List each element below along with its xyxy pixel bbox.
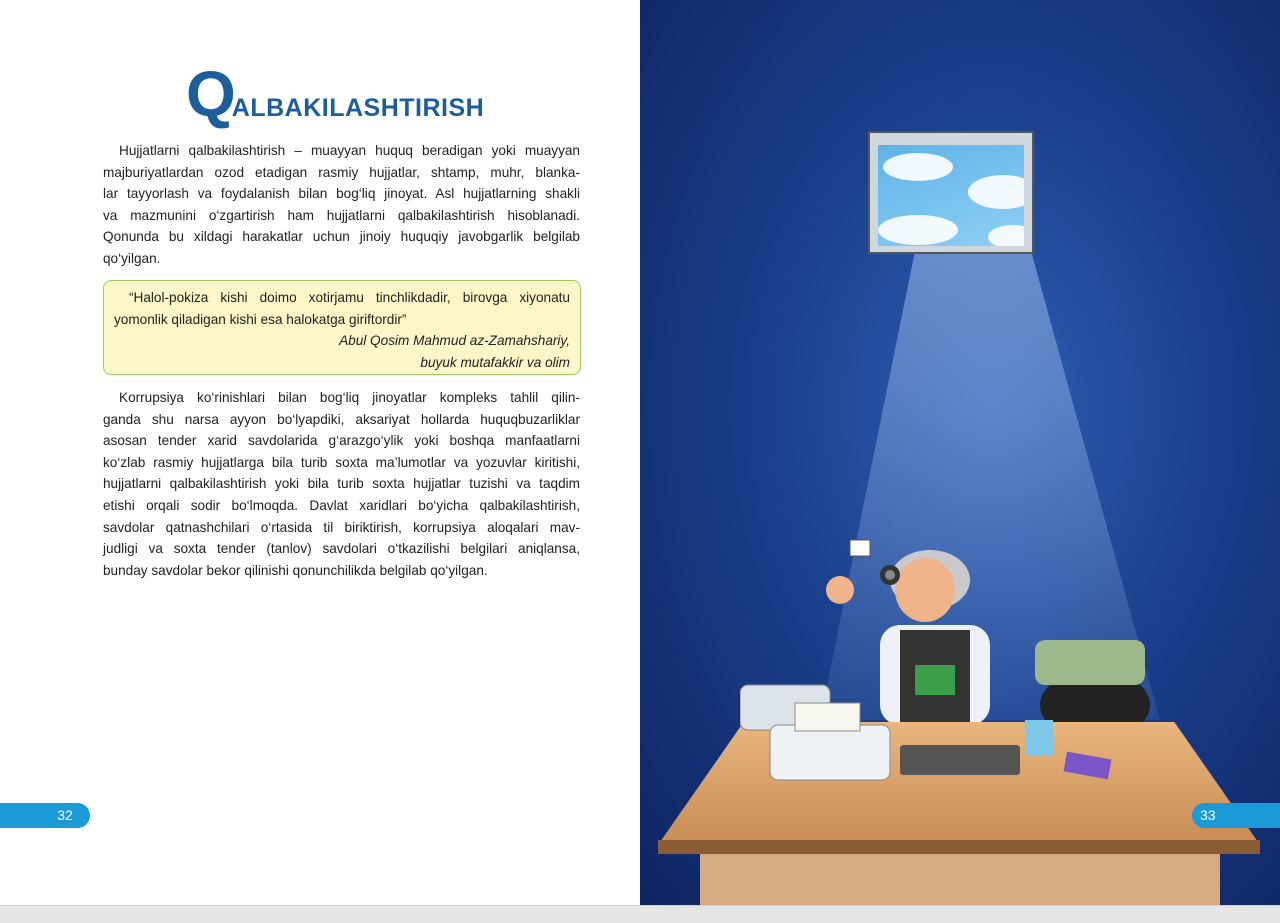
text-line: bunday savdolar bekor qilinishi qonunchilikda belgilab qo‘yilgan. [103,562,488,578]
text-line: Korrupsiya ko‘rinishlari bilan bog‘liq jinoyatlar kompleks tahlil qilin- [119,390,580,405]
page-number-badge [0,803,90,828]
viewer-bottom-bar [0,905,1280,923]
text-line: judligi va soxta tender (tanlov) savdolari o‘tkazilishi belgilari aniqlansa, [103,541,580,557]
text-line: ganda shu narsa ayyon bo‘lyapdiki, aksariyat hollarda huquqbuzarliklar [103,411,580,427]
text-line: Qonunda bu xildagi harakatlar uchun jinoiy huquqiy javobgarlik belgilab [103,229,580,245]
window-illustration [868,131,1034,254]
desk-items-illustration [740,665,1160,795]
text-line: majburiyatlardan ozod etadigan rasmiy hujjatlar, shtamp, muhr, blanka- [103,164,580,180]
quote-line: yomonlik qiladigan kishi esa halokatga giriftordir” [114,311,407,327]
quote-line: “Halol-pokiza kishi doimo xotirjamu tinchlikdadir, birovga xiyonatu [129,290,570,305]
text-line: va mazmunini o‘zgartirish ham hujjatlarni qalbakilashtirish hisoblanadi. [103,207,580,223]
text-line: Hujjatlarni qalbakilashtirish – muayyan huquq beradigan yoki muayyan [119,143,580,158]
title-rest: ALBAKILASHTIRISH [231,94,485,122]
text-line: hujjatlarni qalbakilashtirish yoki bila turib soxta hujjatlar tuzishi va taqdim [103,476,580,492]
text-line: savdolar qatnashchilari o‘rtasida til biriktirish, korrupsiya aloqalari mav- [103,519,580,535]
quote-author-title: buyuk mutafakkir va olim [420,354,570,370]
text-line: ko‘zlab rasmiy hujjatlarga bila turib soxta ma’lumotlar va yozuvlar kiritishi, [103,454,580,470]
text-line: asosan tender xarid savdolarida g‘arazgo‘ylik yoki boshqa manfaatlarni [103,433,580,449]
page-number: 32 [57,807,73,823]
text-line: lar tayyorlash va foydalanish bilan bog‘liq jinoyat. Asl hujjatlarning shakli [103,186,580,202]
text-line: etishi orqali sodir bo‘lmoqda. Davlat xaridlari bo‘yicha qalbakilashtirish, [103,497,580,513]
quote-box [103,280,581,375]
text-line: qo‘yilgan. [103,250,161,266]
illustration-page [640,0,1280,905]
page-number: 33 [1200,807,1216,823]
left-page [0,0,640,905]
page-title [186,58,485,130]
page-number-badge [1192,803,1280,828]
paragraph-1 [103,140,580,270]
paragraph-2 [103,387,580,581]
title-initial: Q [186,58,236,130]
quote-author: Abul Qosim Mahmud az-Zamahshariy, [339,333,570,349]
